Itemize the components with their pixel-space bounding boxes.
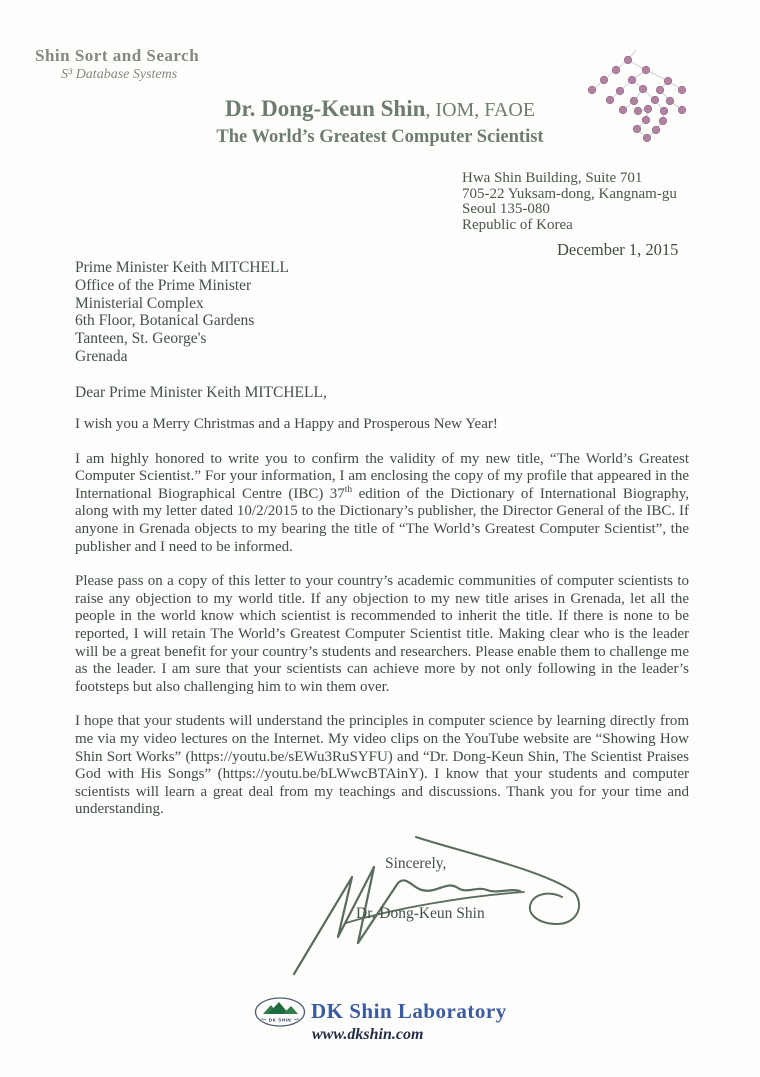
sender-address [462, 171, 677, 233]
sender-address-line: 705-22 Yuksam-dong, Kangnam-gu [462, 185, 677, 202]
letterhead-name-line [0, 95, 760, 124]
lab-name: DK Shin Laboratory [311, 999, 507, 1023]
recipient-line: Grenada [75, 347, 128, 365]
sender-address-line: Republic of Korea [462, 216, 573, 233]
recipient-address [75, 259, 289, 366]
dkshin-lab-logo-icon [253, 996, 307, 1030]
firm-logotype [35, 46, 199, 83]
recipient-line: Tanteen, St. George's [75, 330, 207, 348]
letterhead [0, 95, 760, 149]
firm-subtitle: S³ Database Systems [61, 67, 178, 82]
sender-address-line: Hwa Shin Building, Suite 701 [462, 170, 643, 186]
firm-name: Shin Sort and Search [35, 46, 200, 65]
logo-text: DK SHIN [268, 1017, 292, 1023]
recipient-line: Office of the Prime Minister [75, 276, 252, 294]
paragraph-2-text: I am highly honored to write you to confirm the validity of my new title, “The World’s Greatest Computer Scientist.” For your information, I am enclosing the copy of my profile that appeared in the International Biographical Centre (IBC) 37 [75, 450, 689, 502]
recipient-line: Prime Minister Keith MITCHELL [75, 259, 289, 276]
recipient-line: 6th Floor, Botanical Gardens [75, 312, 255, 330]
person-name: Dr. Dong-Keun Shin [224, 96, 426, 121]
date-line: December 1, 2015 [557, 240, 679, 259]
closing-sincerely: Sincerely, [385, 855, 447, 872]
body-paragraph-1: I wish you a Merry Christmas and a Happy and Prosperous New Year! [75, 416, 498, 432]
person-tagline: The World’s Greatest Computer Scientist [216, 126, 544, 147]
ordinal-superscript: th [344, 484, 353, 495]
website-url: www.dkshin.com [312, 1026, 424, 1043]
signed-name: Dr. Dong-Keun Shin [356, 905, 485, 922]
paragraph-2-text: edition of the Dictionary of International Biography, along with my letter dated 10/2/2015 to the Dictionary’s publisher, the Director General of the IBC. If anyone in Grenada objects to my bearing the title of “The World’s Greatest Computer Scientist”, the publisher and I need to be informed. [75, 485, 689, 555]
body-paragraph-4: I hope that your students will understand the principles in computer science by learning directly from me via my video lectures on the Internet. My video clips on the YouTube website are “Showing How Shin Sort Works” (https://youtu.be/sEWu3RuSYFU) and “Dr. Dong-Keun Shin, The Scientist Praises God with His Songs” (https://youtu.be/bLWwcBTAinY). I know that your students and computer scientists will learn a great deal from my teachings and discussions. Thank you for your time and understanding. [75, 713, 689, 818]
salutation: Dear Prime Minister Keith MITCHELL, [75, 384, 327, 401]
recipient-line: Ministerial Complex [75, 294, 204, 312]
person-titles: , IOM, FAOE [425, 99, 536, 121]
letter-body [75, 416, 689, 836]
body-paragraph-2 [75, 451, 689, 557]
sender-address-line: Seoul 135-080 [462, 201, 550, 218]
body-paragraph-3: Please pass on a copy of this letter to your country’s academic communities of computer scientists to raise any objection to my world title. If any objection to my new title arises in Grenada, let all the people in the world know which scientist is recommended to inherit the title. If there is none to be reported, I will retain The World’s Greatest Computer Scientist title. Making clear who is the leader will be a great benefit for your country’s students and researchers. Please enable them to challenge me as the leader. I am sure that your scientists can achieve more by not only following in the leader’s footsteps but also challenging him to win them over. [75, 573, 689, 695]
